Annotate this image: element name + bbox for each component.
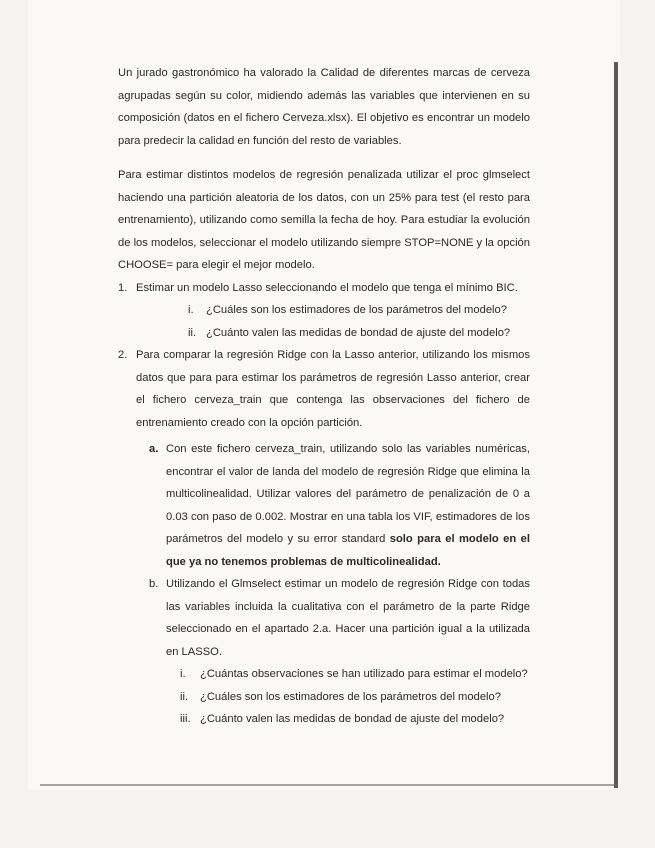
sub-text: ¿Cuánto valen las medidas de bondad de ajuste del modelo? [200,713,505,725]
sub-label: ii. [180,690,189,703]
question-1-label: 1. [118,281,128,294]
sub-text: ¿Cuánto valen las medidas de bondad de ajuste del modelo? [206,326,511,339]
question-1 [118,277,530,300]
question-1-text: Estimar un modelo Lasso seleccionando el modelo que tenga el mínimo BIC. [136,281,518,294]
sub-label: ii. [188,326,197,339]
part-a-paragraph [166,438,530,573]
sub-text: ¿Cuántas observaciones se han utilizado para estimar el modelo? [200,668,528,680]
question-2-text: Para comparar la regresión Ridge con la Lasso anterior, utilizando los mismos datos que para para estimar los parámetros de regresión Lasso anterior, crear el fichero cerveza_train que contenga las observaciones del fichero de entrenamiento creado con la opción partición. [136,349,530,429]
part-a-label: a. [149,443,159,455]
part-b-sub-i [118,663,530,686]
part-a-bold-text: solo para el modelo en el que ya no tenemos problemas de multicolinealidad. [166,533,530,568]
sub-label: iii. [180,713,191,725]
part-b-text: Utilizando el Glmselect estimar un modelo de regresión Ridge con todas las variables incluida la cualitativa con el parámetro de la parte Ridge seleccionado en el apartado 2.a. Hacer una partición igual a la utilizada en LASSO. [166,578,530,658]
intro-paragraph-2: Para estimar distintos modelos de regresión penalizada utilizar el proc glmselect haciendo una partición aleatoria de los datos, con un 25% para test (el resto para entrenamiento), utilizando como semilla la fecha de hoy. Para estudiar la evolución de los modelos, seleccionar el modelo utilizando siempre STOP=NONE y la opción CHOOSE= para elegir el mejor modelo. [118,169,530,271]
scan-edge-bottom [40,784,618,786]
question-2 [118,344,530,434]
document-body [118,62,530,731]
question-2-label: 2. [118,349,128,361]
sub-label: i. [188,304,194,316]
sub-label: i. [180,668,186,680]
question-2-part-b [118,573,530,663]
part-b-sub-ii [118,686,530,709]
part-a-text: Con este fichero cerveza_train, utilizando solo las variables numéricas, encontrar el valor de landa del modelo de regresión Ridge que elimina la multicolinealidad. Utilizar valores del parámetro de penalización de 0 a 0.03 con paso de 0.002. Mostrar en una tabla los VIF, estimadores de los parámetros del modelo y su error standard [166,443,530,545]
question-1-sub-ii [118,322,530,345]
question-2-part-a [118,438,530,573]
question-1-sub-i [118,299,530,322]
part-b-label: b. [149,578,159,590]
sub-text: ¿Cuáles son los estimadores de los parámetros del modelo? [200,690,501,703]
part-b-sub-iii [118,708,530,731]
intro-paragraph-1: Un jurado gastronómico ha valorado la Calidad de diferentes marcas de cerveza agrupadas según su color, midiendo además las variables que intervienen en su composición (datos en el fichero Cerveza.xlsx). El objetivo es encontrar un modelo para predecir la calidad en función del resto de variables. [118,67,530,147]
scan-edge-right [614,62,618,788]
sub-text: ¿Cuáles son los estimadores de los parámetros del modelo? [206,304,507,316]
